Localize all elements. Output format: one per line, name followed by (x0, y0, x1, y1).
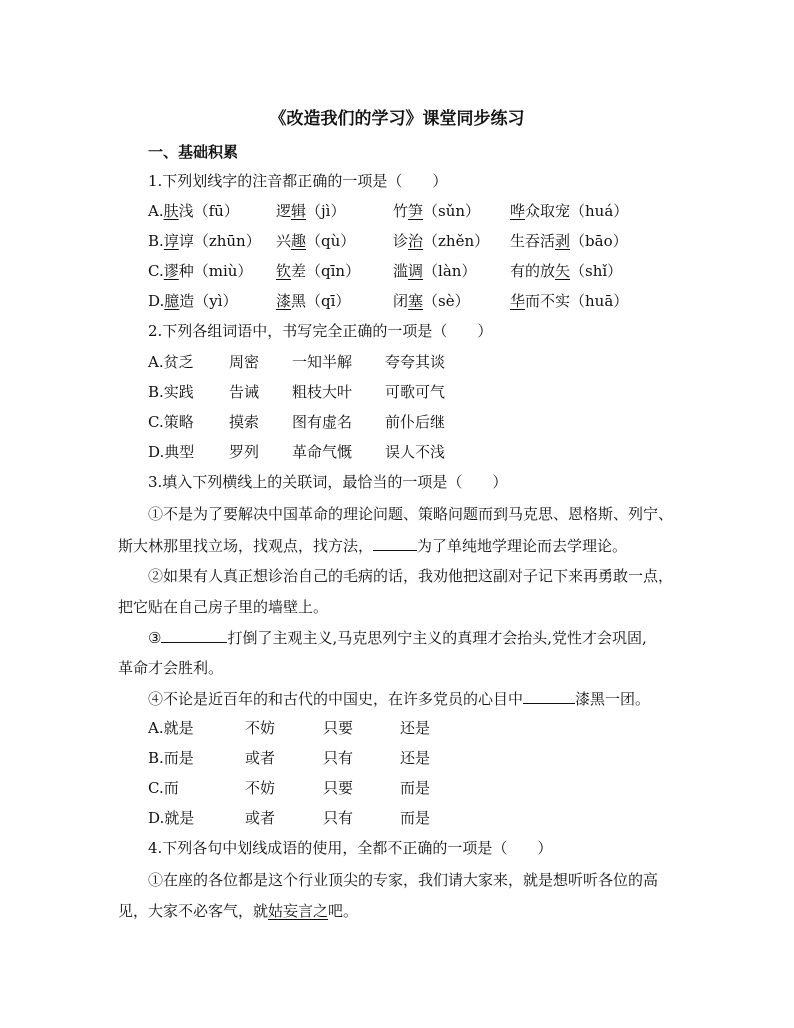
q2-option-c-word-4: 前仆后继 (385, 413, 446, 431)
q3-sentence-1: ①不是为了要解决中国革命的理论问题、策略问题而到马克思、恩格斯、列宁、 (148, 505, 674, 523)
q3-sentence-2: ②如果有人真正想诊治自己的毛病的话，我劝他把这副对子记下来再勇敢一点， (148, 567, 674, 585)
answer-blank[interactable] (523, 689, 575, 704)
q3-option-c-word-2: 不妨 (245, 779, 276, 797)
q1-option-d-word-2: 漆黑（qī） (276, 292, 351, 310)
q1-option-b: B.谆谆（zhūn） (148, 232, 261, 250)
q3-option-b-word-3: 只有 (323, 749, 354, 767)
q3-option-b: B.而是 (148, 749, 194, 767)
q1-option-d: D.臆造（yì） (148, 292, 238, 310)
q4-sentence-1: ①在座的各位都是这个行业顶尖的专家，我们请大家来，就是想听听各位的高 (148, 871, 659, 889)
q1-option-c-word-2: 钦差（qīn） (276, 262, 361, 280)
q3-sentence-3: ③ 打倒了主观主义,马克思列宁主义的真理才会抬头,党性才会巩固, (148, 629, 647, 647)
q1-option-c-word-3: 滥调（làn） (393, 262, 477, 280)
q2-option-a-word-2: 周密 (229, 353, 260, 371)
q2-option-a-word-4: 夸夸其谈 (385, 353, 446, 371)
q3-option-a-word-4: 还是 (400, 719, 431, 737)
q3-option-d-word-2: 或者 (245, 809, 276, 827)
q1-option-a-word-4: 哗众取宠（huá） (510, 202, 629, 220)
q2-option-d-word-4: 误人不浅 (385, 443, 446, 461)
q3-option-c-word-3: 只要 (323, 779, 354, 797)
section-heading: 一、基础积累 (148, 143, 239, 161)
q2-option-c-word-2: 摸索 (229, 413, 260, 431)
q3-option-b-word-2: 或者 (245, 749, 276, 767)
question-4-stem: 4.下列各句中划线成语的使用，全都不正确的一项是（ ） (148, 839, 553, 857)
q3-option-d-word-4: 而是 (400, 809, 431, 827)
answer-blank[interactable] (161, 628, 227, 643)
question-2-stem: 2.下列各组词语中，书写完全正确的一项是（ ） (148, 322, 493, 340)
q3-option-c-word-4: 而是 (400, 779, 431, 797)
q3-sentence-4: ④不论是近百年的和古代的中国史，在许多党员的心目中 漆黑一团。 (148, 690, 651, 708)
answer-blank[interactable] (373, 536, 417, 551)
q1-option-a-word-3: 竹笋（sǔn） (393, 202, 481, 220)
q1-option-c-word-4: 有的放矢（shǐ） (510, 262, 623, 280)
q3-option-c: C.而 (148, 779, 179, 797)
q1-option-d-word-4: 华而不实（huā） (510, 292, 629, 310)
question-3-stem: 3.填入下列横线上的关联词，最恰当的一项是（ ） (148, 473, 508, 491)
q3-option-d-word-3: 只有 (323, 809, 354, 827)
q3-sentence-2-cont: 把它贴在自己房子里的墙壁上。 (118, 598, 329, 616)
q1-option-b-word-3: 诊治（zhěn） (393, 232, 490, 250)
underlined-idiom: 姑妄言之 (268, 902, 329, 920)
q2-option-a: A.贫乏 (148, 353, 194, 371)
q3-option-a-word-3: 只要 (323, 719, 354, 737)
q2-option-a-word-3: 一知半解 (292, 353, 353, 371)
q2-option-d: D.典型 (148, 443, 195, 461)
q4-sentence-1-cont: 见，大家不必客气，就姑妄言之吧。 (118, 902, 359, 920)
q2-option-d-word-2: 罗列 (229, 443, 260, 461)
q3-option-a-word-2: 不妨 (245, 719, 276, 737)
q3-sentence-1-cont: 斯大林那里找立场，找观点，找方法， 为了单纯地学理论而去学理论。 (118, 537, 628, 555)
q2-option-c-word-3: 图有虚名 (292, 413, 353, 431)
q1-option-a: A.肤浅（fū） (148, 202, 239, 220)
q3-option-a: A.就是 (148, 719, 194, 737)
q3-sentence-3-cont: 革命才会胜利。 (118, 659, 224, 677)
q3-option-b-word-4: 还是 (400, 749, 431, 767)
q2-option-b-word-4: 可歌可气 (385, 383, 446, 401)
q2-option-b: B.实践 (148, 383, 194, 401)
q1-option-a-word-2: 逻辑（jì） (276, 202, 346, 220)
q2-option-d-word-3: 革命气慨 (292, 443, 353, 461)
q1-option-c: C.谬种（miù） (148, 262, 253, 280)
q3-option-d: D.就是 (148, 809, 195, 827)
question-1-stem: 1.下列划线字的注音都正确的一项是（ ） (148, 172, 448, 190)
q1-option-d-word-3: 闭塞（sè） (393, 292, 470, 310)
page-title: 《改造我们的学习》课堂同步练习 (269, 109, 525, 129)
q1-option-b-word-2: 兴趣（qù） (276, 232, 356, 250)
q2-option-b-word-3: 粗枝大叶 (292, 383, 353, 401)
q2-option-b-word-2: 告诫 (229, 383, 260, 401)
q2-option-c: C.策略 (148, 413, 194, 431)
q1-option-b-word-4: 生吞活剥（bāo） (510, 232, 628, 250)
